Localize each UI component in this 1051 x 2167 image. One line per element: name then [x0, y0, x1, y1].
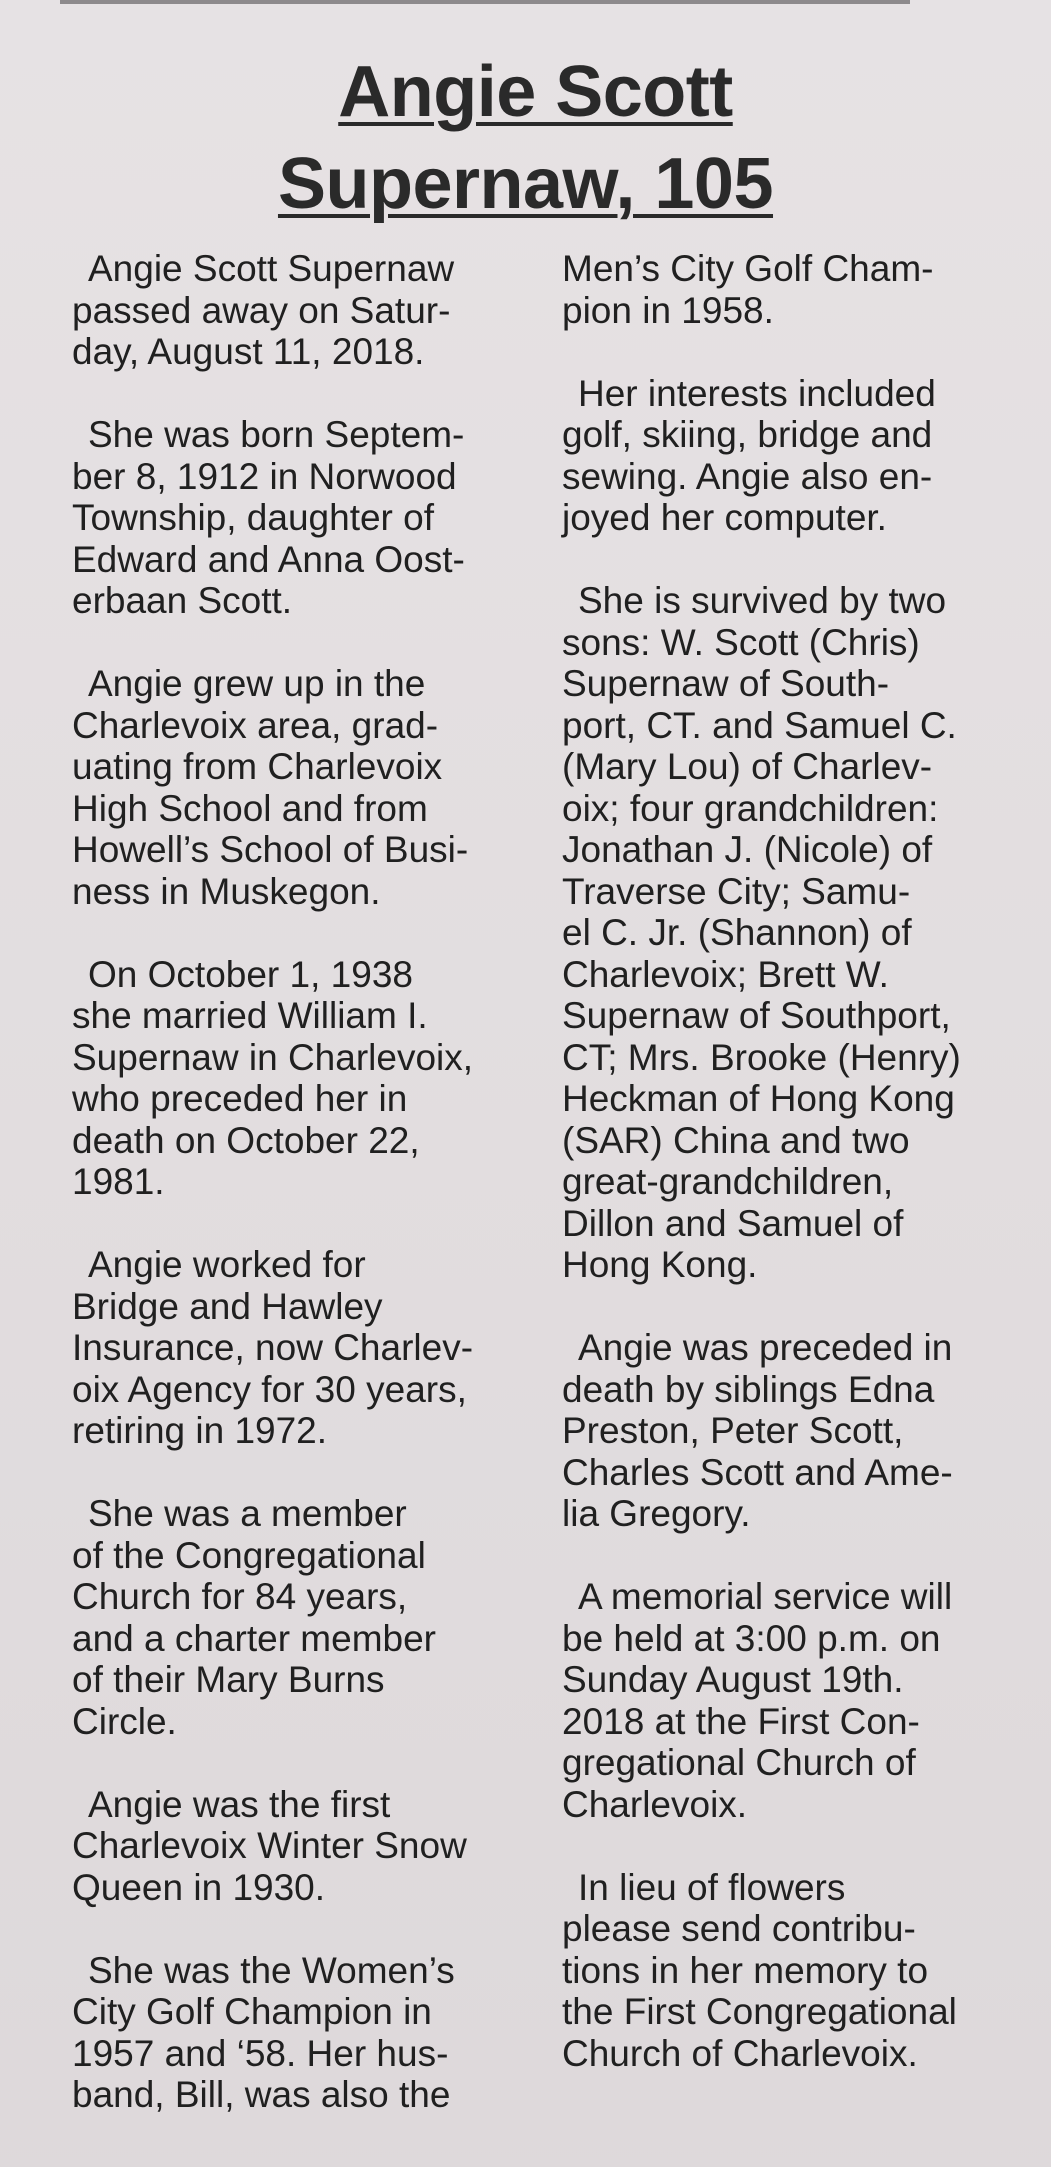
- paragraph-survivors: She is survived by two sons: W. Scott (Chris) Supernaw of South- port, CT. and Samuel C. (Mary Lou) of Charlev- oix; four grandchildren: Jonathan J. (Nicole) of Traverse City; Samu- el C. Jr. (Shannon) of Charlevoix; Brett W. Supernaw of Southport, CT; Mrs. Brooke (Henry) Heckman of Hong Kong (SAR) China and two great-grandchildren, Dillon and Samuel of Hong Kong.: [562, 580, 961, 1285]
- paragraph-snow-queen: Angie was the first Charlevoix Winter Snow Queen in 1930.: [72, 1783, 467, 1908]
- paragraph-church: She was a member of the Congregational Church for 84 years, and a charter member of their Mary Burns Circle.: [72, 1493, 437, 1742]
- headline-line-2: Supernaw, 105: [277, 144, 774, 224]
- left-column: [72, 248, 520, 2157]
- paragraph-career: Angie worked for Bridge and Hawley Insurance, now Charlev- oix Agency for 30 years, retiring in 1972.: [72, 1244, 474, 1451]
- paragraph-marriage: On October 1, 1938 she married William I. Supernaw in Charlevoix, who preceded her in death on October 22, 1981.: [72, 953, 474, 1202]
- paragraph-golf: She was the Women’s City Golf Champion in 1957 and ‘58. Her hus- band, Bill, was also the: [72, 1949, 455, 2115]
- paragraph-memorial-service: A memorial service will be held at 3:00 p.m. on Sunday August 19th. 2018 at the First Con- gregational Church of Charlevoix.: [562, 1576, 953, 1825]
- paragraph-birth: She was born Septem- ber 8, 1912 in Norwood Township, daughter of Edward and Anna Oost- erbaan Scott.: [72, 414, 465, 621]
- headline: [0, 46, 1051, 230]
- paragraph-interests: Her interests included golf, skiing, bridge and sewing. Angie also en- joyed her computer.: [562, 372, 936, 538]
- paragraph-death-notice: Angie Scott Supernaw passed away on Satur- day, August 11, 2018.: [72, 248, 455, 372]
- text-columns: [72, 248, 1032, 2157]
- paragraph-golf-continued: Men’s City Golf Cham- pion in 1958.: [562, 248, 934, 331]
- paragraph-preceded: Angie was preceded in death by siblings Edna Preston, Peter Scott, Charles Scott and Ame- lia Gregory.: [562, 1327, 953, 1534]
- paragraph-flowers: In lieu of flowers please send contribu- tions in her memory to the First Congregational Church of Charlevoix.: [562, 1866, 957, 2074]
- top-rule: [60, 0, 910, 4]
- right-column: [562, 248, 1032, 2157]
- paragraph-education: Angie grew up in the Charlevoix area, grad- uating from Charlevoix High School and from Howell’s School of Busi- ness in Muskegon.: [72, 663, 469, 912]
- headline-line-1: Angie Scott: [338, 52, 733, 132]
